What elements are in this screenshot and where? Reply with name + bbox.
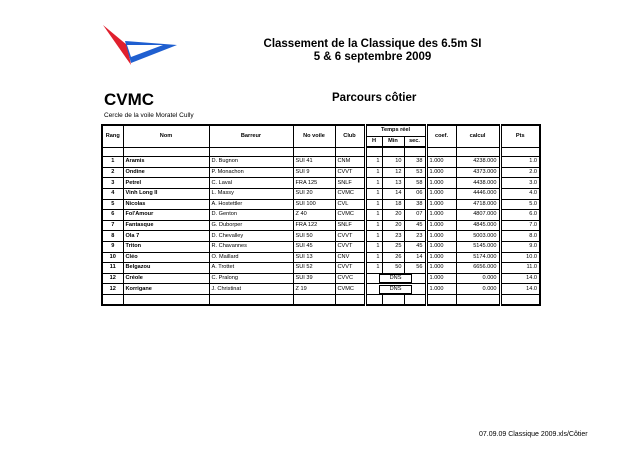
cell-coef: 1.000 [426,273,456,284]
cell-coef: 1.000 [426,263,456,274]
cell-sec: 23 [404,231,426,242]
cell-voile: SUI 45 [293,241,335,252]
cell-pts: 14.0 [500,284,540,295]
cell-club: CVVT [335,241,365,252]
table-row [102,231,540,242]
cell-coef: 1.000 [426,178,456,189]
cell-club: CVVT [335,167,365,178]
cell-min: 18 [382,199,404,210]
cell-rang: 4 [102,188,123,199]
cell-rang: 12 [102,273,123,284]
cell-coef: 1.000 [426,220,456,231]
cell-pts: 7.0 [500,220,540,231]
cell-h: 1 [365,220,382,231]
cell-rang: 9 [102,241,123,252]
col-nom: Nom [123,125,209,147]
cell-coef: 1.000 [426,231,456,242]
cell-min: 20 [382,210,404,221]
cell-min: 26 [382,252,404,263]
cell-barreur: R. Chavannes [209,241,293,252]
club-code: CVMC [104,90,155,109]
cell-nom: Ola 7 [123,231,209,242]
cell-calcul: 4446.000 [456,188,500,199]
cell-sec: 45 [404,241,426,252]
cell-barreur: A. Trottet [209,263,293,274]
cell-calcul: 4238.000 [456,157,500,168]
table-row [102,220,540,231]
cell-pts: 4.0 [500,188,540,199]
cell-h: 1 [365,157,382,168]
cell-barreur: A. Hostettler [209,199,293,210]
cell-sec: 06 [404,188,426,199]
cell-voile: SUI 13 [293,252,335,263]
cell-barreur: L. Massy [209,188,293,199]
cell-pts: 2.0 [500,167,540,178]
cell-club: CVMC [335,188,365,199]
table-row [102,199,540,210]
cell-temps [365,273,426,284]
cell-voile: Z 40 [293,210,335,221]
cell-min: 25 [382,241,404,252]
table-row [102,178,540,189]
cell-sec: 45 [404,220,426,231]
cell-pts: 1.0 [500,157,540,168]
cell-pts: 6.0 [500,210,540,221]
cell-h: 1 [365,252,382,263]
cell-sec: 38 [404,157,426,168]
cell-sec: 38 [404,199,426,210]
cell-sec: 56 [404,263,426,274]
cell-rang: 1 [102,157,123,168]
cell-pts: 5.0 [500,199,540,210]
cell-coef: 1.000 [426,199,456,210]
cell-voile: FRA 125 [293,178,335,189]
cell-coef: 1.000 [426,241,456,252]
col-calcul: calcul [456,125,500,147]
cell-rang: 6 [102,210,123,221]
results-table [101,124,541,306]
cell-barreur: G. Duborper [209,220,293,231]
cell-calcul: 4438.000 [456,178,500,189]
table-row [102,241,540,252]
cell-h: 1 [365,167,382,178]
cell-nom: Petrel [123,178,209,189]
table-row [102,252,540,263]
cell-calcul: 0.000 [456,273,500,284]
cell-club: CNM [335,157,365,168]
cell-nom: Fol'Amour [123,210,209,221]
cell-min: 13 [382,178,404,189]
cell-rang: 2 [102,167,123,178]
cell-barreur: J. Christinat [209,284,293,295]
cell-calcul: 4373.000 [456,167,500,178]
cell-nom: Cléo [123,252,209,263]
col-h: H [365,136,382,147]
cell-coef: 1.000 [426,284,456,295]
cell-pts: 14.0 [500,273,540,284]
cell-barreur: D. Genton [209,210,293,221]
cell-sec: 14 [404,252,426,263]
cell-club: CVVT [335,263,365,274]
col-barreur: Barreur [209,125,293,147]
cell-barreur: O. Maillard [209,252,293,263]
cell-h: 1 [365,231,382,242]
cell-rang: 8 [102,231,123,242]
cell-calcul: 5003.000 [456,231,500,242]
cell-barreur: D. Chevalley [209,231,293,242]
results-body [102,147,540,305]
cell-voile: SUI 9 [293,167,335,178]
cell-barreur: P. Monachon [209,167,293,178]
cell-club: CVVC [335,273,365,284]
cell-club: CVVT [335,231,365,242]
cell-h: 1 [365,241,382,252]
cell-pts: 9.0 [500,241,540,252]
cell-voile: Z 19 [293,284,335,295]
cell-calcul: 5174.000 [456,252,500,263]
cell-h: 1 [365,178,382,189]
cell-voile: FRA 122 [293,220,335,231]
col-pts: Pts [500,125,540,147]
cell-calcul: 5145.000 [456,241,500,252]
col-sec: sec. [404,136,426,147]
cell-rang: 12 [102,284,123,295]
cell-sec: 07 [404,210,426,221]
cell-club: CVMC [335,210,365,221]
table-row [102,210,540,221]
col-temps: Temps réel [365,125,426,136]
cell-nom: Ondine [123,167,209,178]
sailing-pennant-logo-icon [101,21,179,67]
cell-h: 1 [365,199,382,210]
cell-min: 12 [382,167,404,178]
cell-club: SNLF [335,220,365,231]
cell-sec: 53 [404,167,426,178]
course-title: Parcours côtier [332,92,417,104]
cell-coef: 1.000 [426,167,456,178]
col-club: Club [335,125,365,147]
cell-voile: SUI 20 [293,188,335,199]
cell-sec: 58 [404,178,426,189]
cell-club: CVMC [335,284,365,295]
cell-rang: 11 [102,263,123,274]
club-name: Cercle de la voile Moratel Cully [104,112,194,119]
cell-coef: 1.000 [426,252,456,263]
cell-calcul: 0.000 [456,284,500,295]
page-title [250,38,495,64]
cell-calcul: 6656.000 [456,263,500,274]
col-voile: No voile [293,125,335,147]
cell-min: 14 [382,188,404,199]
table-row [102,188,540,199]
cell-pts: 3.0 [500,178,540,189]
cell-barreur: C. Pralong [209,273,293,284]
title-line-2: 5 & 6 septembre 2009 [313,51,432,63]
cell-temps [365,284,426,295]
file-reference: 07.09.09 Classique 2009.xls/Côtier [479,431,588,438]
cell-rang: 7 [102,220,123,231]
cell-coef: 1.000 [426,188,456,199]
cell-h: 1 [365,188,382,199]
cell-h: 1 [365,263,382,274]
table-row [102,263,540,274]
cell-voile: SUI 41 [293,157,335,168]
cell-calcul: 4718.000 [456,199,500,210]
cell-nom: Korrigane [123,284,209,295]
cell-voile: SUI 50 [293,231,335,242]
cell-coef: 1.000 [426,157,456,168]
table-row [102,167,540,178]
col-min: Min [382,136,404,147]
header-row [102,125,540,136]
blank-row [102,294,540,305]
cell-nom: Fantasque [123,220,209,231]
cell-nom: Nicolas [123,199,209,210]
cell-club: CVL [335,199,365,210]
cell-club: SNLF [335,178,365,189]
table-row [102,157,540,168]
cell-barreur: C. Laval [209,178,293,189]
cell-voile: SUI 52 [293,263,335,274]
cell-barreur: D. Bugnon [209,157,293,168]
cell-rang: 5 [102,199,123,210]
table-row [102,273,540,284]
cell-pts: 11.0 [500,263,540,274]
cell-nom: Créole [123,273,209,284]
dns-badge: DNS [379,285,413,294]
cell-pts: 10.0 [500,252,540,263]
cell-pts: 8.0 [500,231,540,242]
cell-min: 23 [382,231,404,242]
cell-min: 20 [382,220,404,231]
title-line-1: Classement de la Classique des 6.5m SI [263,38,482,50]
cell-nom: Triton [123,241,209,252]
cell-nom: Aramis [123,157,209,168]
cell-coef: 1.000 [426,210,456,221]
cell-calcul: 4807.000 [456,210,500,221]
col-coef: coef. [426,125,456,147]
cell-nom: Vinh Long II [123,188,209,199]
table-row [102,284,540,295]
cell-h: 1 [365,210,382,221]
cell-rang: 10 [102,252,123,263]
dns-badge: DNS [379,274,413,283]
col-rang: Rang [102,125,123,147]
cell-min: 10 [382,157,404,168]
cell-nom: Belgazou [123,263,209,274]
cell-min: 50 [382,263,404,274]
blank-row [102,147,540,157]
cell-club: CNV [335,252,365,263]
cell-voile: SUI 39 [293,273,335,284]
cell-calcul: 4845.000 [456,220,500,231]
cell-voile: SUI 100 [293,199,335,210]
cell-rang: 3 [102,178,123,189]
